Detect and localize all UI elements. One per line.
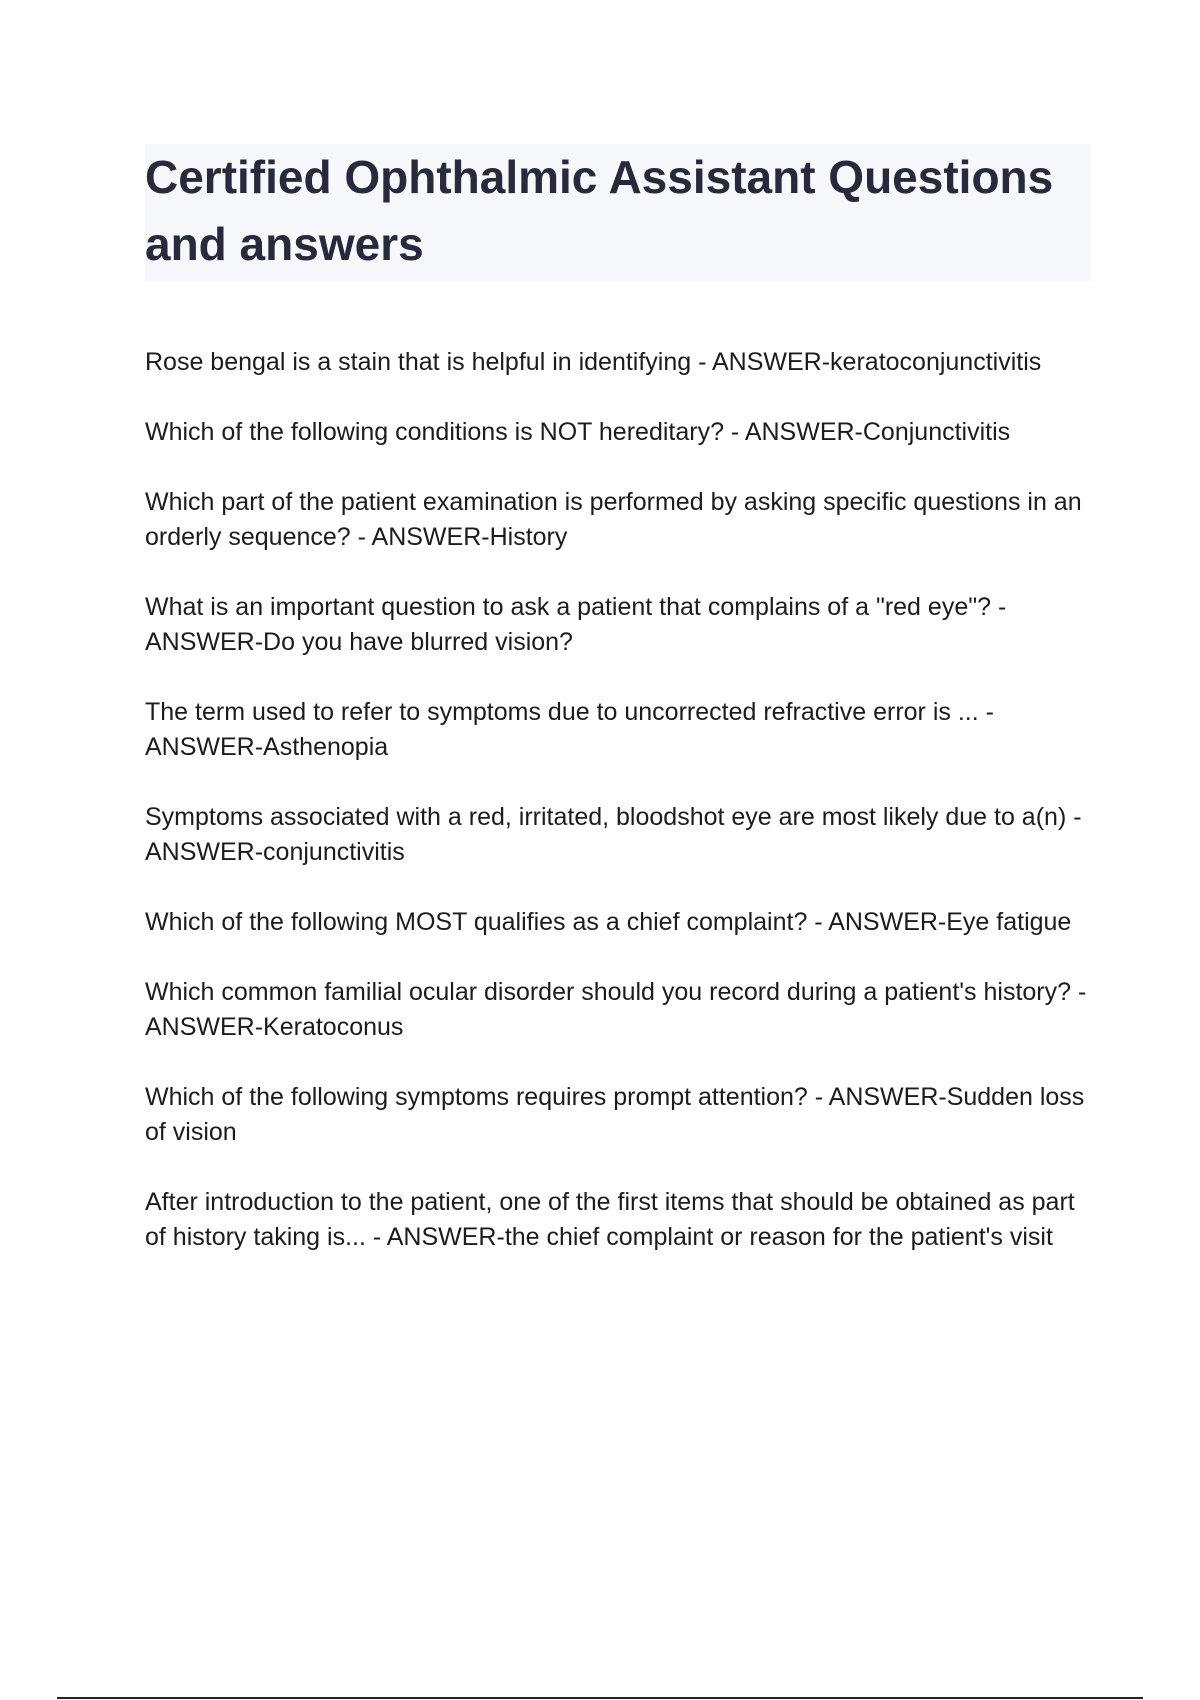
title-block <box>145 144 1091 281</box>
bottom-divider <box>57 1697 1143 1699</box>
qa-item: Which part of the patient examination is performed by asking specific questions in an orderly sequence? - ANSWER-History <box>145 488 1082 551</box>
qa-item: What is an important question to ask a patient that complains of a "red eye"? - ANSWER-Do you have blurred vision? <box>145 593 1007 656</box>
qa-item: Which of the following conditions is NOT hereditary? - ANSWER-Conjunctivitis <box>145 418 1011 446</box>
qa-item: The term used to refer to symptoms due to uncorrected refractive error is ... - ANSWER-Asthenopia <box>145 698 994 761</box>
qa-list <box>145 345 1095 1290</box>
qa-item: Symptoms associated with a red, irritated, bloodshot eye are most likely due to a(n) - ANSWER-conjunctivitis <box>145 803 1082 866</box>
qa-item: Which of the following MOST qualifies as a chief complaint? - ANSWER-Eye fatigue <box>145 908 1072 936</box>
qa-item: Which of the following symptoms requires prompt attention? - ANSWER-Sudden loss of vision <box>145 1083 1085 1146</box>
qa-item: After introduction to the patient, one of the first items that should be obtained as part of history taking is... - ANSWER-the chief complaint or reason for the patient's visit <box>145 1188 1075 1251</box>
page-title: Certified Ophthalmic Assistant Questions and answers <box>145 151 1054 270</box>
qa-item: Rose bengal is a stain that is helpful in identifying - ANSWER-keratoconjunctivitis <box>145 348 1042 376</box>
qa-item: Which common familial ocular disorder should you record during a patient's history? - ANSWER-Keratoconus <box>145 978 1087 1041</box>
